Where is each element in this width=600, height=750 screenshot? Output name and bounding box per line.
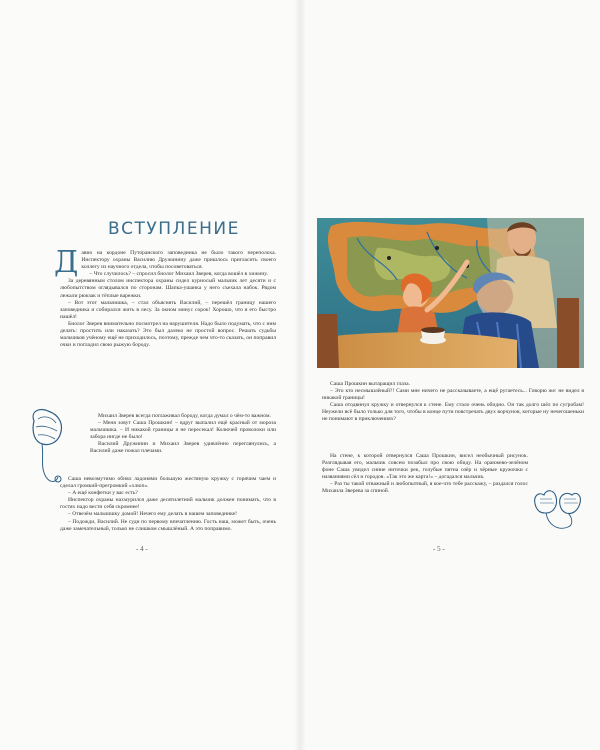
map-scene-illustration (317, 218, 584, 368)
paragraph: – Вот этот мальчишка, – стал объяснять Василий, – перешёл границу нашего заповедника и собирался жить в лесу. За окном минус сорок! Хорошо, что я его быстро нашёл! (60, 299, 276, 320)
left-text-middle (90, 413, 276, 456)
paragraph: Биолог Зверев внимательно посмотрел на нарушителя. Надо было подумать, что с ним делать: простить или наказать? Это был далеко не простой вопрос. Решать судьбы мальчиков учёному ещё не приходилось, поэтому, прежде чем что-то сказать, он поправил очки и погладил свою рыжую бороду. (60, 320, 276, 349)
right-page (300, 0, 600, 750)
paragraph: – Что случилось? – спросил биолог Михаил Зверев, когда вошёл в хижину. (89, 271, 268, 278)
right-text-top (322, 381, 584, 424)
paragraph: Инспектор охраны нахмурился даже десятилетний мальчик должен понимать, что в гостях надо вести себя скромнее! (60, 497, 276, 511)
page-number-left: - 4 - (136, 545, 148, 553)
opening-text: авно на кордоне Путоранского заповедника не было такого переполоха. Инспектору охраны Василию Дружинину даже пришлось пригласить своего коллегу из научного отдела, чтобы посоветоваться. (81, 250, 276, 271)
paragraph: – А ещё конфетки у вас есть? (68, 490, 138, 497)
paragraph: Саша отодвинул кружку и отвернулся к стене. Ему стало очень обидно. Он так долго шёл по сугробам! Неужели всё было только для того, чтобы в конце пути повстречать двух ворчунов, которые ну нечегошеньки не понимают в приключениях? (322, 402, 584, 423)
left-text-bottom (60, 476, 276, 533)
mittens-illustration-icon (528, 485, 588, 537)
page-number-right: - 5 - (433, 545, 445, 553)
paragraph: – Раз ты такой отважный и любопытный, я кое-что тебе расскажу, – раздался голос Михаила Зверева за спиной. (322, 481, 528, 495)
paragraph: Михаил Зверев всегда поглаживал бороду, когда думал о чём-то важном. (98, 413, 271, 419)
right-text-bottom (322, 453, 528, 496)
paragraph: На стене, к которой отвернулся Саша Прошкин, висел необычный рисунок. Разглядывая его, мальчик совсем позабыл про свою обиду. На оранжево-зелёном фоне Саша увидел синие ниточки рек, голубые пятна озёр и чёрные кружочки с названиями сёл и городов. «Так это же карта!» – догадался мальчик. (322, 453, 528, 481)
paragraph: – Подожди, Василий. Не суди по первому впечатлению. Гость наш, может быть, очень даже замечательный, только не слишком смышлёный. А это поправимо. (60, 518, 276, 532)
paragraph: Василий Дружинин и Михаил Зверев удивлённо переглянулись, а Василий даже пожал плечами. (90, 441, 276, 455)
paragraph: – Меня зовут Саша Прошкин! – вдруг выпалил ещё красный от мороза мальчишка. – И никакой границы я не пересекал! Колючей проволоки или забора нигде не было! (90, 420, 276, 441)
paragraph: – Отвезём мальчишку домой! Нечего ему делать в нашем заповеднике! (68, 511, 238, 518)
paragraph: За деревянным столом инспектора охраны сидел курносый мальчик лет десяти и с любопытством оглядывался по сторонам. Шапка-ушанка у него съехала набок. Рядом лежали рюкзак и тёплые варежки. (60, 278, 276, 299)
chapter-title: ВСТУПЛЕНИЕ (108, 219, 240, 239)
book-gutter (294, 0, 306, 750)
drop-cap: Д (54, 245, 79, 280)
paragraph: Саша Прошкин вытаращил глаза. (330, 381, 410, 387)
paragraph: Саша невозмутимо обнял ладонями большую жестяную кружку с горячим чаем и сделал громкий-прегромкий «хлюп». (60, 476, 276, 490)
left-text-top (54, 245, 276, 349)
paragraph: – Это кто несмышлёный?! Сами мне ничего не рассказываете, а ещё ругаетесь... Говорю же: не видел я никакой границы! (322, 388, 584, 402)
